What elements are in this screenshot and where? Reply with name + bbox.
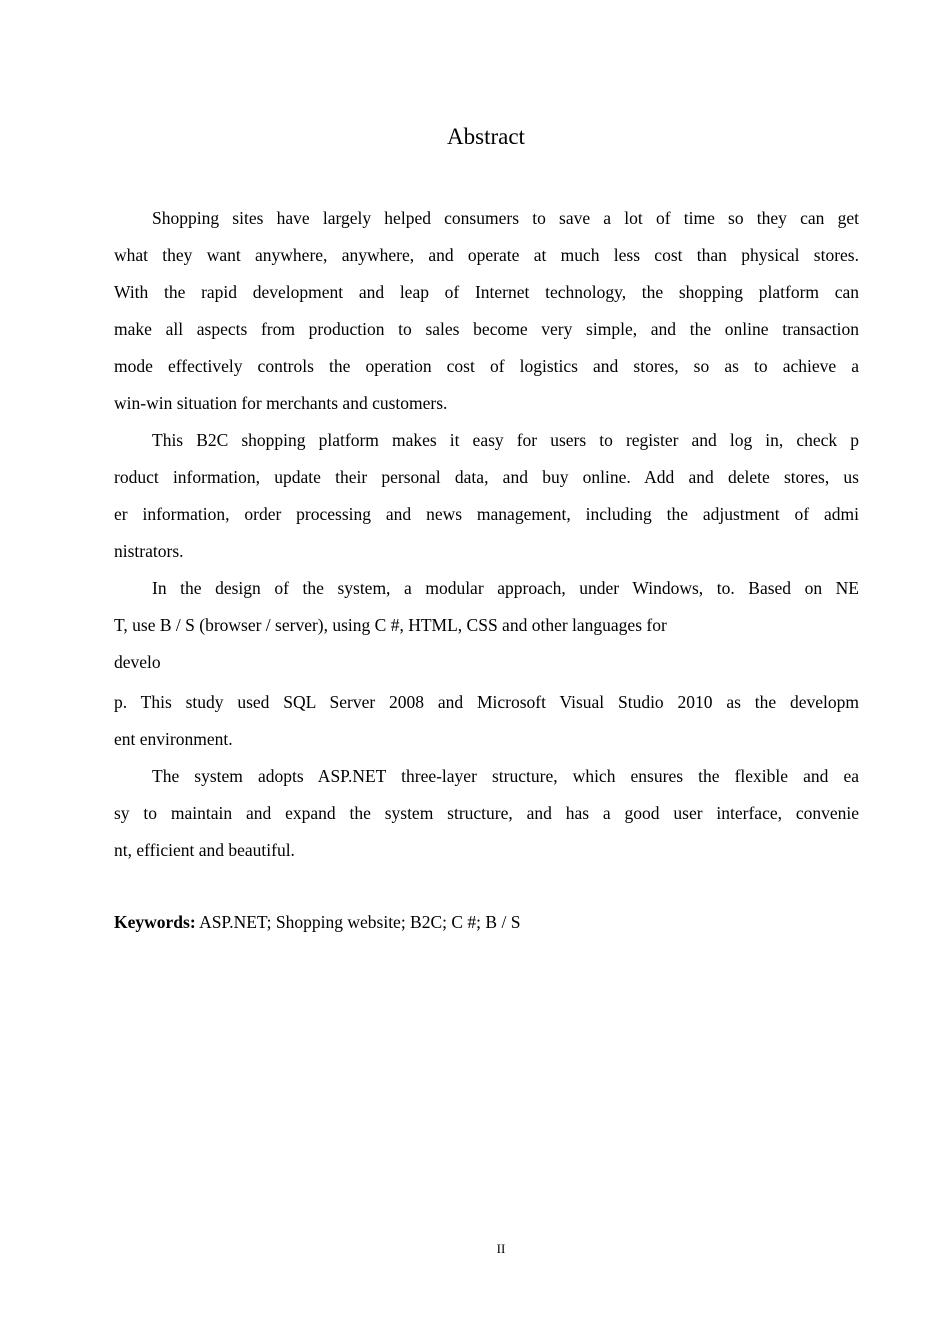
abstract-body <box>114 204 859 873</box>
text-line: ent environment. <box>114 729 233 749</box>
keywords-label: Keywords: <box>114 912 196 932</box>
page-number: II <box>496 1241 506 1256</box>
text-line: In the design of the system, a modular approach, under Windows, to. Based on NE <box>152 578 859 598</box>
text-line: sy to maintain and expand the system structure, and has a good user interface, convenie <box>114 803 859 823</box>
text-line: roduct information, update their personal data, and buy online. Add and delete stores, us <box>114 467 859 487</box>
abstract-title: Abstract <box>447 124 525 149</box>
text-line: nt, efficient and beautiful. <box>114 840 295 860</box>
text-line: er information, order processing and news management, including the adjustment of admi <box>114 504 859 524</box>
text-line: With the rapid development and leap of Internet technology, the shopping platform can <box>114 282 859 302</box>
text-line: mode effectively controls the operation cost of logistics and stores, so as to achieve a <box>114 356 859 376</box>
text-line: win-win situation for merchants and customers. <box>114 393 448 413</box>
paragraph <box>114 426 859 574</box>
paragraph <box>114 574 859 762</box>
text-line: Shopping sites have largely helped consumers to save a lot of time so they can get <box>152 208 859 228</box>
keywords-value: ASP.NET; Shopping website; B2C; C #; B / S <box>195 912 521 932</box>
text-line: nistrators. <box>114 541 184 561</box>
paragraph <box>114 762 859 873</box>
paragraph <box>114 204 859 426</box>
text-line: The system adopts ASP.NET three-layer structure, which ensures the flexible and ea <box>152 766 859 786</box>
keywords <box>114 912 520 933</box>
text-line: p. This study used SQL Server 2008 and Microsoft Visual Studio 2010 as the developm <box>114 692 859 712</box>
text-line: This B2C shopping platform makes it easy for users to register and log in, check p <box>152 430 859 450</box>
text-line: make all aspects from production to sales become very simple, and the online transaction <box>114 319 859 339</box>
text-line: T, use B / S (browser / server), using C #, HTML, CSS and other languages for <box>114 615 667 635</box>
text-line: what they want anywhere, anywhere, and operate at much less cost than physical stores. <box>114 245 859 265</box>
text-line: develo <box>114 652 161 672</box>
